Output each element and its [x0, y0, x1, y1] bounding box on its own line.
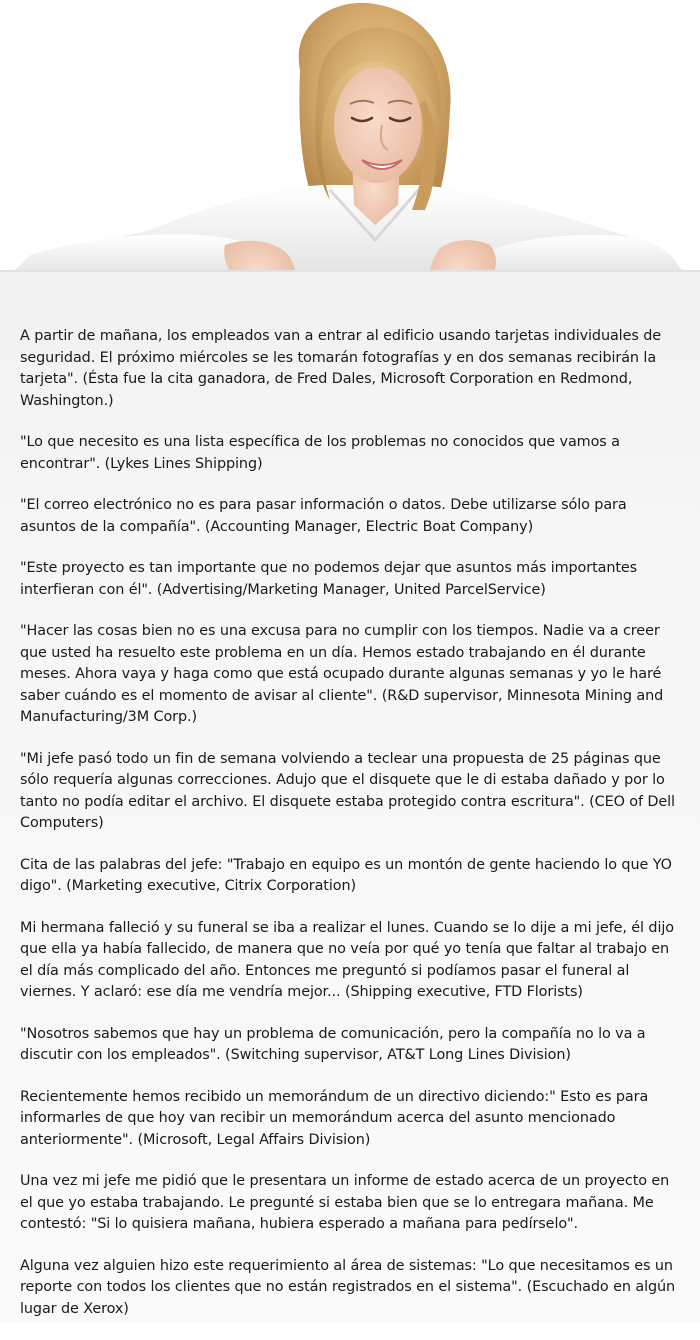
quote-paragraph: Alguna vez alguien hizo este requerimiento al área de sistemas: "Lo que necesitamos es un reporte con todos los clientes que no están registrados en el sistema". (Escuchado en algún lugar de Xerox): [20, 1257, 676, 1317]
quote-paragraph: A partir de mañana, los empleados van a entrar al edificio usando tarjetas individuales de seguridad. El próximo miércoles se les tomarán fotografías y en dos semanas recibirán la tarjeta". (Ésta fue la cita ganadora, de Fred Dales, Microsoft Corporation en Redmond, Washington.): [20, 328, 661, 409]
quote-paragraph: "Lo que necesito es una lista específica de los problemas no conocidos que vamos a encontrar". (Lykes Lines Shipping): [20, 434, 620, 472]
quote-paragraph: "Este proyecto es tan importante que no podemos dejar que asuntos más importantes interfieran con él". (Advertising/Marketing Manager, United ParcelService): [20, 560, 638, 598]
quote-paragraph: Cita de las palabras del jefe: "Trabajo en equipo es un montón de gente haciendo lo que YO digo". (Marketing executive, Citrix Corporation): [20, 856, 672, 894]
quote-paragraph: "El correo electrónico no es para pasar información o datos. Debe utilizarse sólo para asuntos de la compañía". (Accounting Manager, Electric Boat Company): [20, 497, 627, 535]
quote-paragraph: "Nosotros sabemos que hay un problema de comunicación, pero la compañía no lo va a discutir con los empleados". (Switching supervisor, AT&T Long Lines Division): [20, 1025, 646, 1063]
quotes-text: [20, 326, 684, 1340]
quote-paragraph: "Mi jefe pasó todo un fin de semana volviendo a teclear una propuesta de 25 páginas que sólo requería algunas correcciones. Adujo que el disquete que le di estaba dañado y por lo tanto no podía editar el archivo. El disquete estaba protegido contra escritura". (CEO of Dell Computers): [20, 750, 675, 831]
quote-paragraph: "Hacer las cosas bien no es una excusa para no cumplir con los tiempos. Nadie va a creer que usted ha resuelto este problema en un día. Hemos estado trabajando en él durante meses. Ahora vaya y haga como que está ocupado durante algunas semanas y yo le haré saber cuándo es el momento de avisar al cliente". (R&D supervisor, Minnesota Mining and Manufacturing/3M Corp.): [20, 623, 664, 725]
quote-paragraph: Una vez mi jefe me pidió que le presentara un informe de estado acerca de un proyecto en el que yo estaba trabajando. Le pregunté si estaba bien que se lo entregara mañana. Me contestó: "Si lo quisiera mañana, hubiera esperado a mañana para pedírselo".: [20, 1173, 670, 1232]
quote-paragraph: Recientemente hemos recibido un memorándum de un directivo diciendo:" Esto es para informarles de que hoy van recibir un memorándum acerca del asunto mencionado anteriormente". (Microsoft, Legal Affairs Division): [20, 1088, 649, 1148]
quote-paragraph: Mi hermana falleció y su funeral se iba a realizar el lunes. Cuando se lo dije a mi jefe, él dijo que ella ya había fallecido, de manera que no veía por qué yo tenía que faltar al trabajo en el día más complicado del año. Entonces me preguntó si podíamos pasar el funeral al viernes. Y aclaró: ese día me vendría mejor... (Shipping executive, FTD Florists): [20, 919, 674, 1000]
